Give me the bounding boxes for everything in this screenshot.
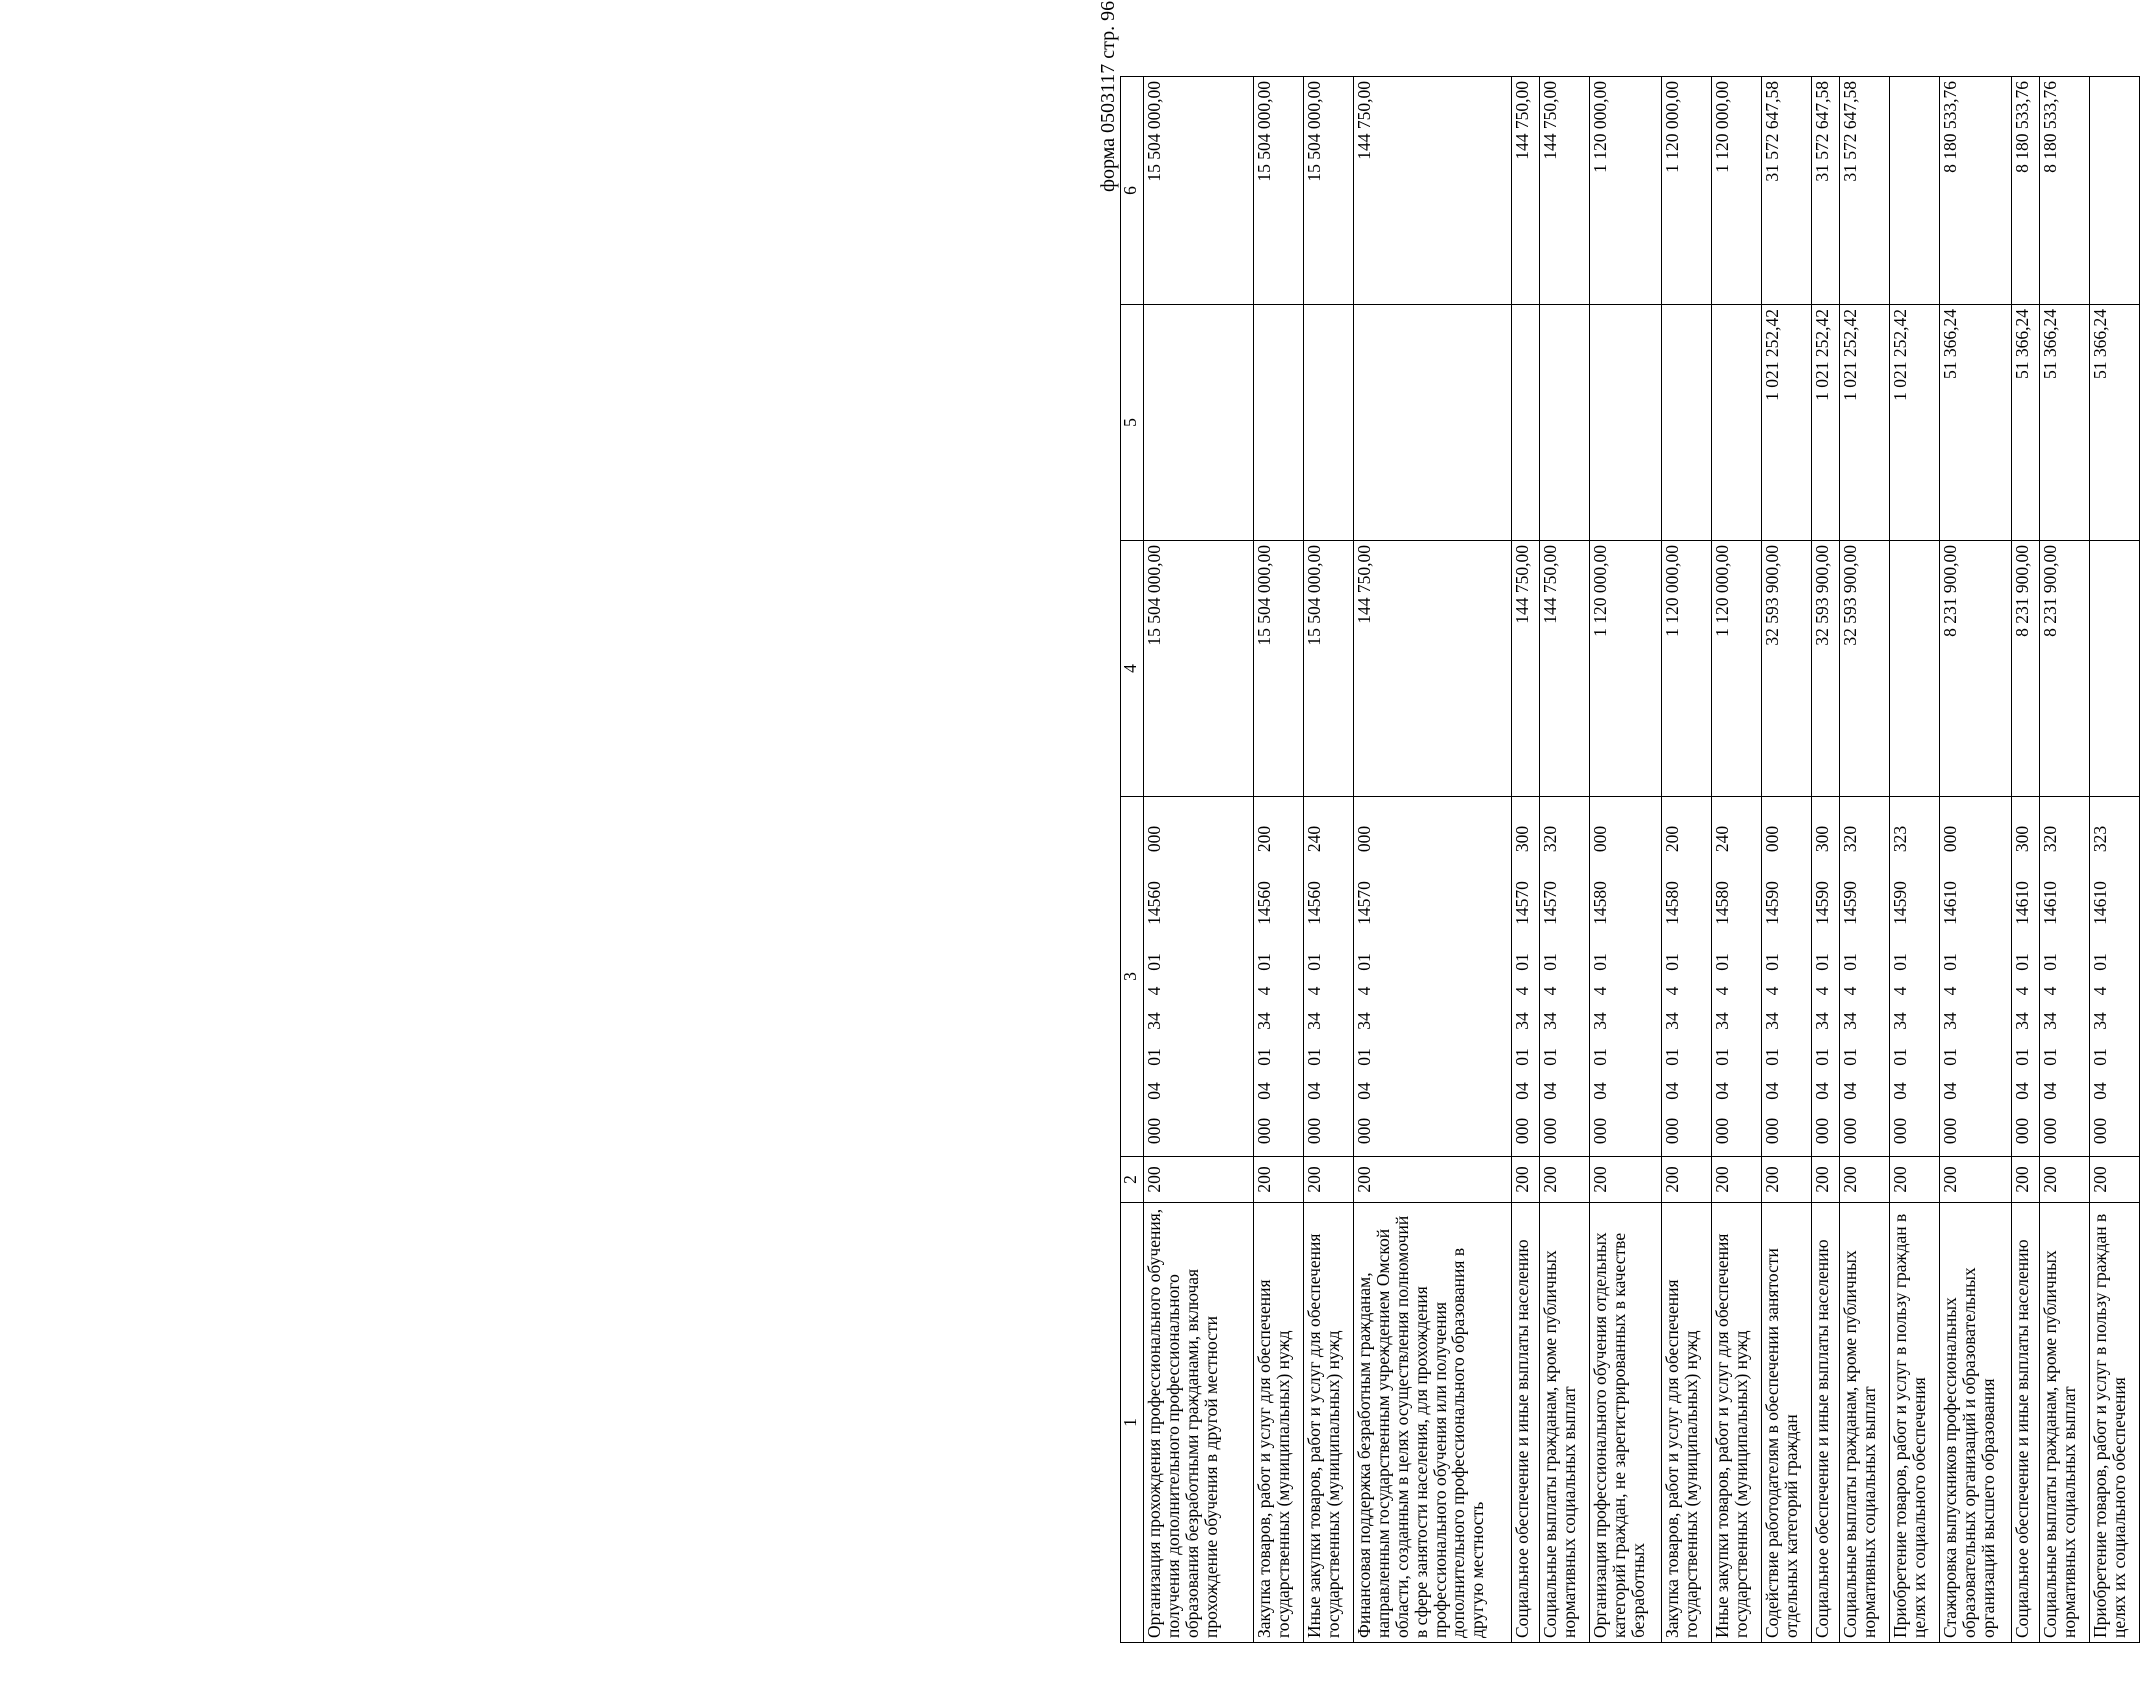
budget-code-segment: 000	[1590, 1117, 1610, 1145]
budget-code-segment: 320	[2040, 825, 2060, 853]
budget-code-segment: 000	[1762, 825, 1782, 853]
row-line-code: 200	[1812, 1157, 1840, 1203]
budget-code-segment: 14590	[1812, 881, 1832, 925]
budget-code-segments	[1813, 799, 1832, 1154]
budget-code-segment: 34	[1662, 1012, 1682, 1030]
row-name: Социальные выплаты гражданам, кроме публичных нормативных социальных выплат	[2040, 1203, 2090, 1643]
budget-code-segment: 34	[1840, 1012, 1860, 1030]
budget-code-segment: 4	[1890, 986, 1910, 996]
column-header: 4	[1121, 541, 1144, 797]
budget-code-segments	[1841, 799, 1860, 1154]
budget-code-segment: 04	[1512, 1082, 1532, 1100]
budget-code-segment: 240	[1304, 825, 1324, 853]
budget-code-segment: 01	[1940, 953, 1960, 971]
budget-code-segment: 14580	[1590, 881, 1610, 925]
row-budget-code	[1540, 797, 1590, 1157]
budget-code-segment: 000	[1712, 1117, 1732, 1145]
budget-code-segment: 4	[1812, 986, 1832, 996]
budget-code-segment: 34	[1940, 1012, 1960, 1030]
row-amount-c6: 31 572 647,58	[1840, 77, 1890, 305]
table-row	[1762, 77, 1812, 1643]
budget-code-segment: 14610	[2012, 881, 2032, 925]
row-name: Закупка товаров, работ и услуг для обеспечения государственных (муниципальных) нужд	[1662, 1203, 1712, 1643]
budget-code-segment: 01	[2012, 953, 2032, 971]
budget-code-segment: 200	[1254, 825, 1274, 853]
budget-code-segment: 01	[1512, 953, 1532, 971]
table-row	[1812, 77, 1840, 1643]
row-amount-c4: 144 750,00	[1540, 541, 1590, 797]
table-row	[2012, 77, 2040, 1643]
budget-code-segment: 323	[1890, 825, 1910, 853]
budget-code-segment: 34	[2040, 1012, 2060, 1030]
row-name: Социальное обеспечение и иные выплаты населению	[1812, 1203, 1840, 1643]
row-amount-c4	[1890, 541, 1940, 797]
row-name: Социальное обеспечение и иные выплаты населению	[2012, 1203, 2040, 1643]
row-amount-c5	[1590, 305, 1662, 541]
budget-code-segment: 34	[1590, 1012, 1610, 1030]
row-budget-code	[1840, 797, 1890, 1157]
budget-code-segment: 4	[2012, 986, 2032, 996]
budget-code-segment: 4	[2090, 986, 2110, 996]
row-line-code: 200	[1354, 1157, 1512, 1203]
row-amount-c4: 1 120 000,00	[1590, 541, 1662, 797]
row-line-code: 200	[1890, 1157, 1940, 1203]
column-header: 2	[1121, 1157, 1144, 1203]
row-amount-c6: 15 504 000,00	[1254, 77, 1304, 305]
row-budget-code	[2090, 797, 2140, 1157]
budget-code-segment: 01	[1590, 953, 1610, 971]
budget-code-segment: 000	[2090, 1117, 2110, 1145]
row-amount-c4: 144 750,00	[1512, 541, 1540, 797]
row-amount-c6	[1890, 77, 1940, 305]
table-row	[1840, 77, 1890, 1643]
budget-code-segment: 4	[2040, 986, 2060, 996]
budget-code-segment: 34	[1304, 1012, 1324, 1030]
row-amount-c4: 144 750,00	[1354, 541, 1512, 797]
table-row	[1940, 77, 2012, 1643]
table-row	[1712, 77, 1762, 1643]
budget-code-segment: 14610	[2040, 881, 2060, 925]
row-amount-c4: 8 231 900,00	[1940, 541, 2012, 797]
row-line-code: 200	[1144, 1157, 1254, 1203]
budget-code-segment: 000	[1890, 1117, 1910, 1145]
budget-code-segments	[1891, 799, 1910, 1154]
budget-code-segment: 4	[1304, 986, 1324, 996]
budget-code-segment: 04	[1354, 1082, 1374, 1100]
row-budget-code	[1812, 797, 1840, 1157]
row-amount-c5: 51 366,24	[2012, 305, 2040, 541]
row-amount-c6: 144 750,00	[1540, 77, 1590, 305]
budget-code-segment: 04	[2012, 1082, 2032, 1100]
budget-code-segment: 200	[1662, 825, 1682, 853]
budget-code-segment: 01	[1840, 953, 1860, 971]
budget-code-segment: 34	[1540, 1012, 1560, 1030]
budget-code-segment: 000	[1354, 825, 1374, 853]
budget-code-segment: 300	[2012, 825, 2032, 853]
budget-code-segment: 04	[1254, 1082, 1274, 1100]
budget-code-segment: 000	[1512, 1117, 1532, 1145]
budget-code-segment: 04	[1762, 1082, 1782, 1100]
budget-code-segment: 01	[2012, 1048, 2032, 1066]
row-amount-c5	[1662, 305, 1712, 541]
budget-code-segment: 4	[1254, 986, 1274, 996]
row-amount-c4	[2090, 541, 2140, 797]
budget-code-segment: 4	[1762, 986, 1782, 996]
row-amount-c5	[1540, 305, 1590, 541]
budget-code-segment: 14560	[1254, 881, 1274, 925]
budget-code-segment: 000	[1254, 1117, 1274, 1145]
table-row	[1662, 77, 1712, 1643]
row-amount-c6: 31 572 647,58	[1762, 77, 1812, 305]
table-row	[2090, 77, 2140, 1643]
budget-code-segment: 01	[1890, 1048, 1910, 1066]
budget-code-segment: 01	[2090, 1048, 2110, 1066]
budget-code-segment: 01	[1812, 953, 1832, 971]
row-amount-c4: 15 504 000,00	[1254, 541, 1304, 797]
budget-code-segment: 000	[1144, 1117, 1164, 1145]
row-amount-c5: 51 366,24	[2090, 305, 2140, 541]
budget-code-segment: 01	[1712, 1048, 1732, 1066]
row-amount-c6: 15 504 000,00	[1304, 77, 1354, 305]
row-budget-code	[1304, 797, 1354, 1157]
budget-code-segment: 01	[1144, 1048, 1164, 1066]
row-amount-c5: 1 021 252,42	[1812, 305, 1840, 541]
row-budget-code	[1590, 797, 1662, 1157]
table-row	[1512, 77, 1540, 1643]
table-row	[1304, 77, 1354, 1643]
budget-code-segments	[2013, 799, 2032, 1154]
budget-code-segment: 34	[1512, 1012, 1532, 1030]
budget-code-segment: 01	[1762, 953, 1782, 971]
budget-code-segment: 4	[1712, 986, 1732, 996]
budget-code-segment: 000	[1840, 1117, 1860, 1145]
row-budget-code	[2012, 797, 2040, 1157]
row-budget-code	[1144, 797, 1254, 1157]
row-name: Иные закупки товаров, работ и услуг для обеспечения государственных (муниципальных) нужд	[1304, 1203, 1354, 1643]
budget-code-segment: 01	[2040, 1048, 2060, 1066]
budget-code-segments	[1713, 799, 1732, 1154]
budget-code-segment: 14580	[1712, 881, 1732, 925]
row-amount-c4: 15 504 000,00	[1304, 541, 1354, 797]
row-name: Приобретение товаров, работ и услуг в пользу граждан в целях их социального обеспечения	[1890, 1203, 1940, 1643]
table-row	[2040, 77, 2090, 1643]
budget-code-segment: 14570	[1540, 881, 1560, 925]
budget-code-segment: 01	[1304, 1048, 1324, 1066]
budget-code-segment: 34	[1144, 1012, 1164, 1030]
budget-code-segment: 01	[1304, 953, 1324, 971]
budget-code-segment: 01	[1354, 1048, 1374, 1066]
row-amount-c5: 1 021 252,42	[1840, 305, 1890, 541]
budget-code-segment: 01	[1940, 1048, 1960, 1066]
budget-code-segments	[1663, 799, 1682, 1154]
row-name: Социальные выплаты гражданам, кроме публичных нормативных социальных выплат	[1840, 1203, 1890, 1643]
budget-code-segment: 04	[1144, 1082, 1164, 1100]
budget-code-segment: 01	[1512, 1048, 1532, 1066]
budget-code-segment: 323	[2090, 825, 2110, 853]
row-name: Иные закупки товаров, работ и услуг для обеспечения государственных (муниципальных) нужд	[1712, 1203, 1762, 1643]
row-amount-c5: 1 021 252,42	[1890, 305, 1940, 541]
budget-code-segment: 000	[1540, 1117, 1560, 1145]
row-name: Организация профессионального обучения отдельных категорий граждан, не зарегистрированных в качестве безработных	[1590, 1203, 1662, 1643]
budget-code-segment: 000	[1354, 1117, 1374, 1145]
table-row	[1144, 77, 1254, 1643]
budget-code-segment: 4	[1354, 986, 1374, 996]
row-budget-code	[1940, 797, 2012, 1157]
budget-code-segment: 34	[1712, 1012, 1732, 1030]
budget-code-segment: 14590	[1840, 881, 1860, 925]
row-amount-c6: 8 180 533,76	[2040, 77, 2090, 305]
row-amount-c5: 1 021 252,42	[1762, 305, 1812, 541]
budget-code-segment: 04	[1812, 1082, 1832, 1100]
budget-code-segments	[1255, 799, 1274, 1154]
budget-code-segment: 04	[1840, 1082, 1860, 1100]
row-amount-c4: 15 504 000,00	[1144, 541, 1254, 797]
row-budget-code	[1762, 797, 1812, 1157]
row-amount-c5	[1254, 305, 1304, 541]
report-table	[1120, 76, 2140, 1643]
budget-code-segment: 4	[1940, 986, 1960, 996]
budget-code-segment: 01	[2090, 953, 2110, 971]
budget-code-segment: 4	[1662, 986, 1682, 996]
budget-code-segment: 04	[1712, 1082, 1732, 1100]
column-header: 6	[1121, 77, 1144, 305]
budget-code-segment: 04	[1662, 1082, 1682, 1100]
budget-code-segment: 01	[1662, 1048, 1682, 1066]
row-name: Закупка товаров, работ и услуг для обеспечения государственных (муниципальных) нужд	[1254, 1203, 1304, 1643]
budget-code-segment: 000	[1144, 825, 1164, 853]
row-budget-code	[1712, 797, 1762, 1157]
table-row	[1590, 77, 1662, 1643]
header-row	[1121, 77, 1144, 1643]
budget-code-segment: 01	[1762, 1048, 1782, 1066]
budget-code-segment: 14590	[1762, 881, 1782, 925]
row-line-code: 200	[1590, 1157, 1662, 1203]
budget-code-segment: 300	[1512, 825, 1532, 853]
row-budget-code	[1354, 797, 1512, 1157]
budget-code-segment: 01	[1890, 953, 1910, 971]
row-budget-code	[1890, 797, 1940, 1157]
row-amount-c6: 15 504 000,00	[1144, 77, 1254, 305]
budget-code-segment: 300	[1812, 825, 1832, 853]
budget-code-segments	[2041, 799, 2060, 1154]
row-amount-c6: 31 572 647,58	[1812, 77, 1840, 305]
row-amount-c5: 51 366,24	[1940, 305, 2012, 541]
row-budget-code	[1254, 797, 1304, 1157]
row-name: Содействие работодателям в обеспечении занятости отдельных категорий граждан	[1762, 1203, 1812, 1643]
row-line-code: 200	[1304, 1157, 1354, 1203]
budget-code-segment: 000	[1590, 825, 1610, 853]
row-amount-c4: 8 231 900,00	[2012, 541, 2040, 797]
column-header: 1	[1121, 1203, 1144, 1643]
row-line-code: 200	[1712, 1157, 1762, 1203]
column-header: 5	[1121, 305, 1144, 541]
budget-code-segments	[1355, 799, 1374, 1154]
table-body	[1144, 77, 2140, 1643]
row-amount-c5	[1144, 305, 1254, 541]
budget-code-segment: 000	[2012, 1117, 2032, 1145]
budget-code-segment: 04	[1304, 1082, 1324, 1100]
row-line-code: 200	[1840, 1157, 1890, 1203]
row-line-code: 200	[1662, 1157, 1712, 1203]
budget-code-segment: 4	[1590, 986, 1610, 996]
budget-code-segment: 4	[1144, 986, 1164, 996]
budget-code-segment: 000	[1812, 1117, 1832, 1145]
row-amount-c4: 8 231 900,00	[2040, 541, 2090, 797]
row-name: Приобретение товаров, работ и услуг в пользу граждан в целях их социального обеспечения	[2090, 1203, 2140, 1643]
row-amount-c5: 51 366,24	[2040, 305, 2090, 541]
row-amount-c4: 32 593 900,00	[1840, 541, 1890, 797]
budget-code-segment: 14560	[1304, 881, 1324, 925]
row-amount-c5	[1304, 305, 1354, 541]
budget-code-segment: 04	[2040, 1082, 2060, 1100]
row-line-code: 200	[1254, 1157, 1304, 1203]
budget-code-segment: 04	[1890, 1082, 1910, 1100]
budget-code-segment: 14580	[1662, 881, 1682, 925]
row-name: Организация прохождения профессионального обучения, получения дополнительного профессионального образования безработными гражданами, включая прохождение обучения в другой местности	[1144, 1203, 1254, 1643]
budget-code-segment: 14560	[1144, 881, 1164, 925]
row-name: Стажировка выпускников профессиональных образовательных организаций и образовательных организаций высшего образования	[1940, 1203, 2012, 1643]
budget-code-segment: 14590	[1890, 881, 1910, 925]
row-budget-code	[1662, 797, 1712, 1157]
budget-code-segment: 34	[1762, 1012, 1782, 1030]
budget-code-segment: 01	[1540, 1048, 1560, 1066]
budget-code-segments	[1513, 799, 1532, 1154]
row-amount-c5	[1354, 305, 1512, 541]
budget-code-segment: 4	[1512, 986, 1532, 996]
budget-code-segment: 01	[1144, 953, 1164, 971]
row-line-code: 200	[1540, 1157, 1590, 1203]
budget-code-segment: 01	[1540, 953, 1560, 971]
budget-code-segment: 04	[1940, 1082, 1960, 1100]
budget-code-segments	[1941, 799, 1960, 1154]
budget-code-segments	[2091, 799, 2110, 1154]
budget-code-segment: 4	[1540, 986, 1560, 996]
budget-code-segment: 14610	[2090, 881, 2110, 925]
budget-code-segment: 04	[1590, 1082, 1610, 1100]
budget-code-segment: 000	[1762, 1117, 1782, 1145]
budget-code-segment: 01	[1840, 1048, 1860, 1066]
row-line-code: 200	[1762, 1157, 1812, 1203]
budget-code-segment: 34	[2090, 1012, 2110, 1030]
budget-code-segment: 01	[1712, 953, 1732, 971]
table-row	[1890, 77, 1940, 1643]
budget-code-segment: 14570	[1354, 881, 1374, 925]
table-row	[1540, 77, 1590, 1643]
budget-code-segments	[1305, 799, 1324, 1154]
budget-code-segment: 04	[2090, 1082, 2110, 1100]
table-row	[1254, 77, 1304, 1643]
table-row	[1354, 77, 1512, 1643]
budget-code-segment: 320	[1540, 825, 1560, 853]
budget-code-segment: 320	[1840, 825, 1860, 853]
row-amount-c4: 1 120 000,00	[1712, 541, 1762, 797]
budget-code-segment: 01	[1254, 1048, 1274, 1066]
budget-code-segment: 34	[1812, 1012, 1832, 1030]
row-line-code: 200	[2040, 1157, 2090, 1203]
row-line-code: 200	[2012, 1157, 2040, 1203]
budget-code-segment: 000	[1940, 1117, 1960, 1145]
row-name: Социальные выплаты гражданам, кроме публичных нормативных социальных выплат	[1540, 1203, 1590, 1643]
row-amount-c6	[2090, 77, 2140, 305]
row-budget-code	[2040, 797, 2090, 1157]
budget-code-segments	[1541, 799, 1560, 1154]
budget-code-segment: 01	[1354, 953, 1374, 971]
budget-code-segments	[1145, 799, 1164, 1154]
budget-code-segment: 4	[1840, 986, 1860, 996]
budget-code-segment: 000	[1304, 1117, 1324, 1145]
row-amount-c5	[1712, 305, 1762, 541]
row-amount-c4: 1 120 000,00	[1662, 541, 1712, 797]
budget-code-segment: 240	[1712, 825, 1732, 853]
budget-code-segments	[1763, 799, 1782, 1154]
budget-code-segment: 04	[1540, 1082, 1560, 1100]
row-name: Социальное обеспечение и иные выплаты населению	[1512, 1203, 1540, 1643]
budget-code-segment: 000	[2040, 1117, 2060, 1145]
row-budget-code	[1512, 797, 1540, 1157]
budget-code-segment: 34	[1254, 1012, 1274, 1030]
budget-code-segment: 01	[2040, 953, 2060, 971]
row-amount-c6: 1 120 000,00	[1662, 77, 1712, 305]
row-line-code: 200	[1512, 1157, 1540, 1203]
row-amount-c6: 1 120 000,00	[1590, 77, 1662, 305]
budget-code-segments	[1591, 799, 1610, 1154]
row-amount-c4: 32 593 900,00	[1812, 541, 1840, 797]
column-header: 3	[1121, 797, 1144, 1157]
row-name: Финансовая поддержка безработным гражданам, направленным государственным учреждением Омской области, созданным в целях осуществления полномочий в сфере занятости населения, для прохождения профессионального обучения или получения дополнительного профессионального образования в другую местность	[1354, 1203, 1512, 1643]
form-label: форма 0503117 стр. 96	[1097, 0, 1119, 192]
row-amount-c6: 8 180 533,76	[1940, 77, 2012, 305]
row-amount-c6: 1 120 000,00	[1712, 77, 1762, 305]
row-line-code: 200	[2090, 1157, 2140, 1203]
row-amount-c5	[1512, 305, 1540, 541]
budget-code-segment: 14570	[1512, 881, 1532, 925]
row-amount-c6: 8 180 533,76	[2012, 77, 2040, 305]
budget-code-segment: 000	[1940, 825, 1960, 853]
row-amount-c4: 32 593 900,00	[1762, 541, 1812, 797]
budget-code-segment: 000	[1662, 1117, 1682, 1145]
budget-code-segment: 14610	[1940, 881, 1960, 925]
row-amount-c6: 144 750,00	[1354, 77, 1512, 305]
budget-code-segment: 01	[1662, 953, 1682, 971]
budget-code-segment: 34	[2012, 1012, 2032, 1030]
budget-code-segment: 01	[1812, 1048, 1832, 1066]
row-amount-c6: 144 750,00	[1512, 77, 1540, 305]
budget-code-segment: 34	[1354, 1012, 1374, 1030]
budget-code-segment: 34	[1890, 1012, 1910, 1030]
row-line-code: 200	[1940, 1157, 2012, 1203]
budget-code-segment: 01	[1254, 953, 1274, 971]
budget-code-segment: 01	[1590, 1048, 1610, 1066]
